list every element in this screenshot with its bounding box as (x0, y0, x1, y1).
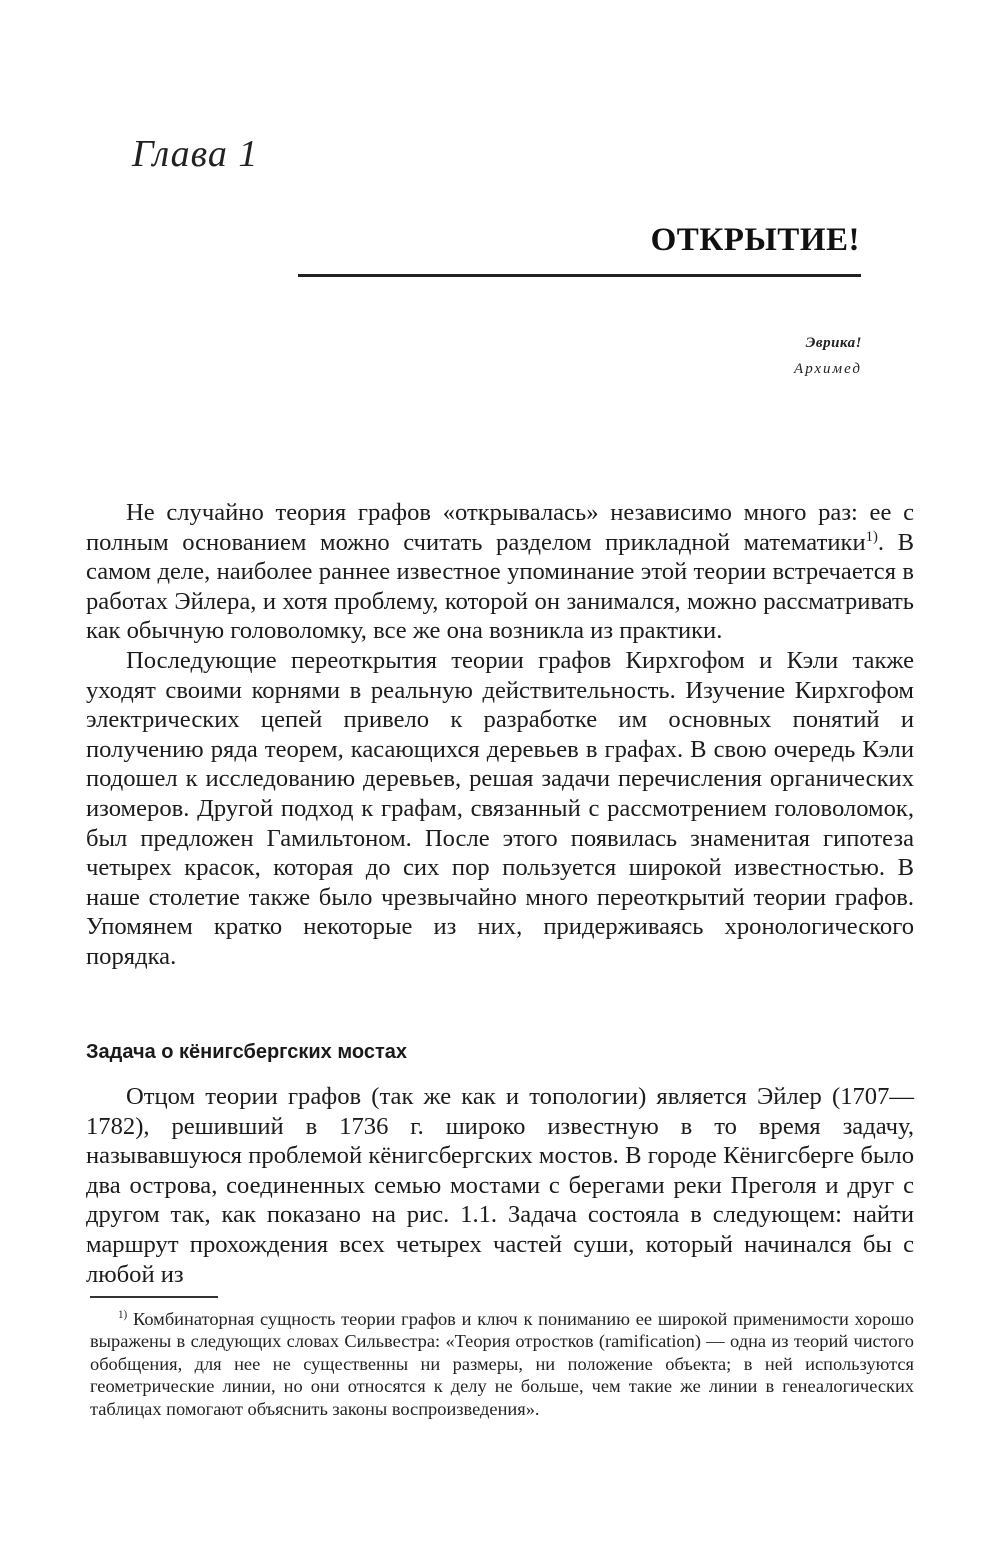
intro-text (86, 498, 914, 972)
section-heading: Задача о кёнигсбергских мостах (86, 1041, 407, 1063)
chapter-title: ОТКРЫТИЕ! (650, 222, 860, 258)
epigraph-author: Архимед (794, 361, 862, 377)
intro-paragraph-1 (86, 498, 914, 646)
footnote-rule (90, 1296, 218, 1298)
footnote-reference: 1) (865, 528, 878, 545)
footnote (90, 1308, 914, 1420)
chapter-label: Глава 1 (132, 133, 259, 175)
footnote-text: Комбинаторная сущность теории графов и ключ к пониманию ее широкой применимости хорошо выражены в следующих словах Сильвестра: «Теория отростков (ramification) — одна из теорий чистого обобщения, для нее не существенны ни размеры, ни положение объекта; в ней используются геометрические линии, но они относятся к делу не больше, чем такие же линии в генеалогических таблицах помогают объяснить законы воспроизведения». (90, 1309, 914, 1419)
section-text (86, 1082, 914, 1289)
intro-paragraph-1-end: . В самом деле, наиболее раннее известное упоминание этой теории встречается в работах Эйлера, и хотя проблему, которой он занимался, можно рассматривать как обычную головоломку, все же она возникла из практики. (86, 528, 914, 645)
footnote-paragraph (90, 1308, 914, 1420)
intro-paragraph-2: Последующие переоткрытия теории графов Кирхгофом и Кэли также уходят своими корнями в реальную действительность. Изучение Кирхгофом электрических цепей привело к разработке им основных понятий и получению ряда теорем, касающихся деревьев в графах. В свою очередь Кэли подошел к исследованию деревьев, решая задачи перечисления органических изомеров. Другой подход к графам, связанный с рассмотрением головоломок, был предложен Гамильтоном. После этого появилась знаменитая гипотеза четырех красок, которая до сих пор пользуется широкой известностью. В наше столетие также было чрезвычайно много переоткрытий теории графов. Упомянем кратко некоторые из них, придерживаясь хронологического порядка. (86, 646, 914, 970)
title-rule (298, 274, 861, 277)
footnote-marker: 1) (118, 1308, 128, 1321)
section-paragraph-1: Отцом теории графов (так же как и топологии) является Эйлер (1707—1782), решивший в 1736 г. широко известную в то время задачу, называвшуюся проблемой кёнигсбергских мостов. В городе Кёнигсберге было два острова, соединенных семью мостами с берегами реки Преголя и друг с другом так, как показано на рис. 1.1. Задача состояла в следующем: найти маршрут прохождения всех четырех частей суши, который начинался бы с любой из (86, 1083, 914, 1288)
epigraph-quote: Эврика! (805, 335, 862, 351)
intro-paragraph-1-start: Не случайно теория графов «открывалась» независимо много раз: ее с полным основанием можно считать разделом прикладной математики (86, 499, 914, 556)
epigraph (794, 330, 862, 382)
